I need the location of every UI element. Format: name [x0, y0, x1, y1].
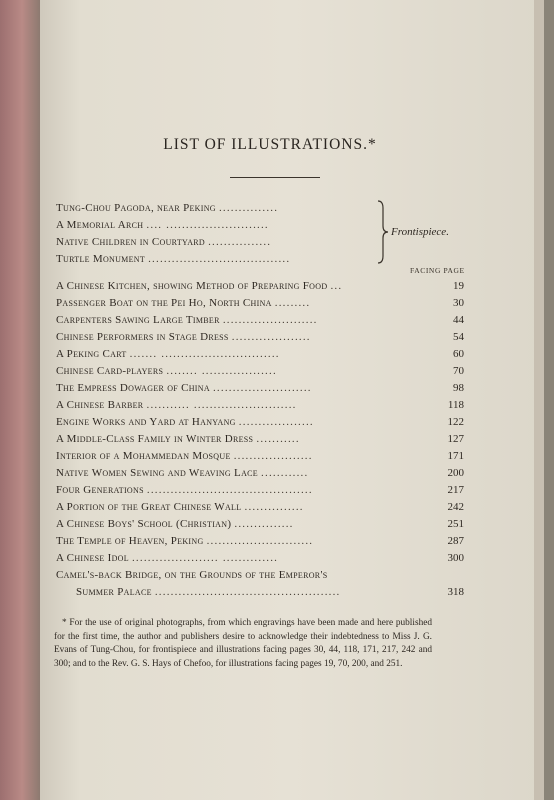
entry-label: A Chinese Kitchen, showing Method of Preparing Food: [56, 280, 328, 292]
entry-label: Passenger Boat on the Pei Ho, North China: [56, 297, 272, 309]
leader-dots: ...........................: [206, 535, 314, 547]
illustration-entry: [56, 450, 313, 462]
leader-dots: ..........................................: [146, 484, 313, 496]
leader-dots: ...................: [238, 416, 314, 428]
page-number: 300: [447, 552, 464, 564]
entry-label: A Chinese Boys' School (Christian): [56, 518, 232, 530]
page-number: 98: [453, 382, 464, 394]
leader-dots: ................: [208, 236, 272, 248]
leader-dots: ...............: [234, 518, 294, 530]
illustration-entry: [56, 314, 318, 326]
entry-label: Four Generations: [56, 484, 144, 496]
illustration-entry: [56, 348, 280, 360]
illustration-entry: [56, 552, 278, 564]
illustration-entry: [56, 501, 304, 513]
page-number: 122: [447, 416, 464, 428]
page-number: 200: [447, 467, 464, 479]
entry-label: Chinese Card-players: [56, 365, 164, 377]
footnote: * For the use of original photographs, from which engravings have been made and here published for the first time, the author and publishers desire to acknowledge their indebtedness to Miss J. G. Evans of Tung-Chou, for frontispiece and illustrations facing pages 30, 44, 118, 171, 217, 242 and 300; and to the Rev. G. S. Hays of Chefoo, for illustrations facing pages 19, 70, 200, and 251.: [54, 618, 432, 669]
frontispiece-label: Frontispiece.: [391, 226, 449, 238]
leader-dots: .........: [274, 297, 311, 309]
page-number: 171: [447, 450, 464, 462]
frontispiece-entry: [56, 253, 290, 265]
illustration-entry: [56, 518, 294, 530]
title-rule: [230, 177, 320, 178]
entry-label: Native Women Sewing and Weaving Lace: [56, 467, 258, 479]
page-number: 70: [453, 365, 464, 377]
page-number: 318: [447, 586, 464, 598]
leader-dots: ...............: [244, 501, 304, 513]
illustration-entry: [56, 467, 308, 479]
frontispiece-entry: [56, 202, 278, 214]
page-number: 19: [453, 280, 464, 292]
leader-dots: .... ..........................: [146, 219, 269, 231]
illustration-entry: [56, 382, 312, 394]
entry-label: Carpenters Sawing Large Timber: [56, 314, 220, 326]
page-number: 118: [447, 399, 464, 411]
illustration-entry: [56, 569, 327, 581]
leader-dots: ........................: [222, 314, 318, 326]
page-number: 287: [447, 535, 464, 547]
leader-dots: ...: [330, 280, 343, 292]
leader-dots: ........... ..........................: [146, 399, 297, 411]
frontispiece-entry: [56, 236, 271, 248]
frontispiece-entry: [56, 219, 269, 231]
book-spine: [0, 0, 40, 800]
page-number: 44: [453, 314, 464, 326]
page-number: 30: [453, 297, 464, 309]
leader-dots: ....................: [233, 450, 313, 462]
illustration-entry: [56, 535, 313, 547]
entry-label: Chinese Performers in Stage Dress: [56, 331, 229, 343]
entry-label: A Portion of the Great Chinese Wall: [56, 501, 242, 513]
leader-dots: ...............: [218, 202, 279, 214]
facing-page-header: FACING PAGE: [410, 266, 465, 275]
entry-label: Interior of a Mohammedan Mosque: [56, 450, 231, 462]
leader-dots: ....................................: [148, 253, 291, 265]
entry-label: A Chinese Barber: [56, 399, 144, 411]
entry-label: A Chinese Idol: [56, 552, 129, 564]
curly-brace: [376, 200, 390, 264]
entry-label: Turtle Monument: [56, 253, 146, 265]
illustration-entry: [56, 365, 277, 377]
leader-dots: .........................: [212, 382, 312, 394]
page-number: 217: [447, 484, 464, 496]
leader-dots: ....... ..............................: [129, 348, 280, 360]
entry-label: A Memorial Arch: [56, 219, 144, 231]
entry-label: The Temple of Heaven, Peking: [56, 535, 204, 547]
illustration-entry: [76, 586, 341, 598]
leader-dots: ....................: [231, 331, 311, 343]
entry-label: Camel's-back Bridge, on the Grounds of the Emperor's: [56, 569, 328, 581]
illustration-entry: [56, 280, 342, 292]
entry-label: Engine Works and Yard at Hanyang: [56, 416, 236, 428]
page-number: 60: [453, 348, 464, 360]
illustration-entry: [56, 297, 310, 309]
page-number: 127: [447, 433, 464, 445]
page-title: LIST OF ILLUSTRATIONS.*: [163, 136, 377, 153]
illustration-entry: [56, 416, 314, 428]
illustration-entry: [56, 484, 313, 496]
entry-label: Summer Palace: [76, 586, 152, 598]
leader-dots: ............: [261, 467, 309, 479]
entry-label: Tung-Chou Pagoda, near Peking: [56, 202, 216, 214]
illustration-entry: [56, 433, 300, 445]
page-edge: [534, 0, 544, 800]
leader-dots: ...............................................: [154, 586, 341, 598]
page-number: 242: [447, 501, 464, 513]
leader-dots: ........ ...................: [166, 365, 277, 377]
illustration-entry: [56, 399, 297, 411]
entry-label: Native Children in Courtyard: [56, 236, 205, 248]
leader-dots: ...................... ..............: [131, 552, 279, 564]
book-page: [40, 0, 544, 800]
illustration-entry: [56, 331, 311, 343]
entry-label: A Middle-Class Family in Winter Dress: [56, 433, 254, 445]
page-number: 54: [453, 331, 464, 343]
leader-dots: ...........: [256, 433, 300, 445]
entry-label: The Empress Dowager of China: [56, 382, 210, 394]
entry-label: A Peking Cart: [56, 348, 127, 360]
page-number: 251: [447, 518, 464, 530]
